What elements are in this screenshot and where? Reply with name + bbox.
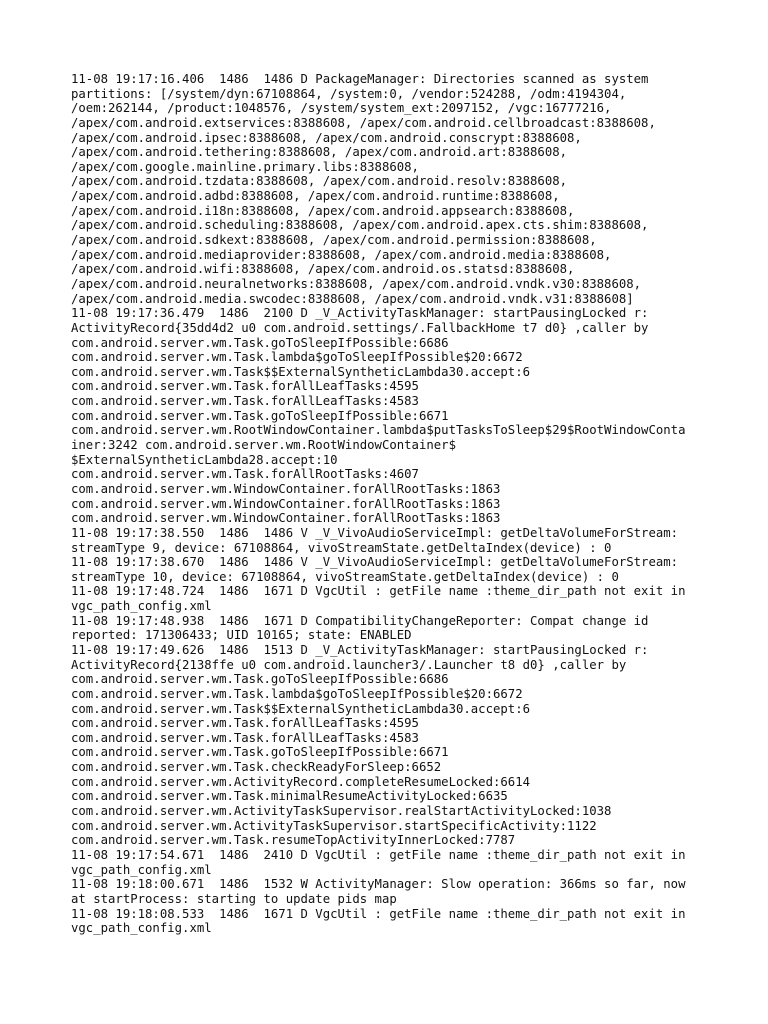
log-line: com.android.server.wm.Task$$ExternalSyntheticLambda30.accept:6	[71, 701, 531, 716]
log-line: vgc_path_config.xml	[71, 921, 212, 936]
log-text-block	[71, 72, 711, 936]
log-line: 11-08 19:17:38.670 1486 1486 V _V_VivoAudioServiceImpl: getDeltaVolumeForStream:	[71, 555, 679, 570]
log-line: /apex/com.android.extservices:8388608, /apex/com.android.cellbroadcast:8388608,	[71, 115, 656, 130]
log-line: com.android.server.wm.Task.lambda$goToSleepIfPossible$20:6672	[71, 686, 523, 701]
log-line: 11-08 19:17:48.724 1486 1671 D VgcUtil : getFile name :theme_dir_path not exit in	[71, 584, 686, 599]
log-line: streamType 10, device: 67108864, vivoStreamState.getDeltaIndex(device) : 0	[71, 569, 619, 584]
log-line: com.android.server.wm.Task.forAllLeafTasks:4583	[71, 394, 419, 409]
log-line: ActivityRecord{35dd4d2 u0 com.android.settings/.FallbackHome t7 d0} ,caller by	[71, 320, 649, 335]
log-line: vgc_path_config.xml	[71, 599, 212, 614]
log-line: com.android.server.wm.Task.forAllRootTasks:4607	[71, 467, 419, 482]
log-line: streamType 9, device: 67108864, vivoStreamState.getDeltaIndex(device) : 0	[71, 540, 612, 555]
log-line: com.android.server.wm.Task.goToSleepIfPossible:6671	[71, 745, 449, 760]
log-line: 11-08 19:17:36.479 1486 2100 D _V_ActivityTaskManager: startPausingLocked r:	[71, 306, 649, 321]
log-line: /apex/com.android.wifi:8388608, /apex/com.android.os.statsd:8388608,	[71, 262, 575, 277]
log-line: /apex/com.android.ipsec:8388608, /apex/com.android.conscrypt:8388608,	[71, 130, 582, 145]
log-line: /oem:262144, /product:1048576, /system/system_ext:2097152, /vgc:16777216,	[71, 101, 612, 116]
log-line: 11-08 19:17:38.550 1486 1486 V _V_VivoAudioServiceImpl: getDeltaVolumeForStream:	[71, 525, 679, 540]
log-line: 11-08 19:17:48.938 1486 1671 D CompatibilityChangeReporter: Compat change id	[71, 613, 649, 628]
log-line: com.android.server.wm.RootWindowContainer.lambda$putTasksToSleep$29$RootWindowConta	[71, 423, 686, 438]
log-line: com.android.server.wm.WindowContainer.forAllRootTasks:1863	[71, 496, 501, 511]
log-line: /apex/com.android.media.swcodec:8388608, /apex/com.android.vndk.v31:8388608]	[71, 291, 634, 306]
log-line: 11-08 19:17:49.626 1486 1513 D _V_ActivityTaskManager: startPausingLocked r:	[71, 642, 649, 657]
log-line: com.android.server.wm.Task.forAllLeafTasks:4595	[71, 379, 419, 394]
log-line: com.android.server.wm.Task.minimalResumeActivityLocked:6635	[71, 789, 508, 804]
log-line: /apex/com.android.i18n:8388608, /apex/com.android.appsearch:8388608,	[71, 203, 575, 218]
log-line: /apex/com.android.tethering:8388608, /apex/com.android.art:8388608,	[71, 145, 568, 160]
log-line: /apex/com.android.mediaprovider:8388608, /apex/com.android.media:8388608,	[71, 247, 612, 262]
log-line: at startProcess: starting to update pids map	[71, 891, 397, 906]
log-line: com.android.server.wm.Task.goToSleepIfPossible:6686	[71, 672, 449, 687]
log-line: /apex/com.android.tzdata:8388608, /apex/com.android.resolv:8388608,	[71, 174, 568, 189]
log-line: /apex/com.android.scheduling:8388608, /apex/com.android.apex.cts.shim:8388608,	[71, 218, 649, 233]
log-line: ActivityRecord{2138ffe u0 com.android.launcher3/.Launcher t8 d0} ,caller by	[71, 657, 627, 672]
log-line: com.android.server.wm.WindowContainer.forAllRootTasks:1863	[71, 481, 501, 496]
log-line: com.android.server.wm.ActivityRecord.completeResumeLocked:6614	[71, 774, 531, 789]
log-line: com.android.server.wm.Task$$ExternalSyntheticLambda30.accept:6	[71, 364, 531, 379]
log-line: vgc_path_config.xml	[71, 862, 212, 877]
log-line: /apex/com.android.adbd:8388608, /apex/com.android.runtime:8388608,	[71, 189, 560, 204]
log-line: com.android.server.wm.ActivityTaskSupervisor.realStartActivityLocked:1038	[71, 804, 612, 819]
log-line: com.android.server.wm.Task.goToSleepIfPossible:6671	[71, 408, 449, 423]
log-line: com.android.server.wm.Task.forAllLeafTasks:4583	[71, 730, 419, 745]
log-line: 11-08 19:17:16.406 1486 1486 D PackageManager: Directories scanned as system	[71, 72, 649, 86]
log-line: com.android.server.wm.Task.checkReadyForSleep:6652	[71, 760, 442, 775]
log-line: iner:3242 com.android.server.wm.RootWindowContainer$	[71, 438, 456, 453]
log-line: /apex/com.android.sdkext:8388608, /apex/com.android.permission:8388608,	[71, 233, 597, 248]
log-line: 11-08 19:18:08.533 1486 1671 D VgcUtil : getFile name :theme_dir_path not exit in	[71, 906, 686, 921]
log-line: 11-08 19:17:54.671 1486 2410 D VgcUtil : getFile name :theme_dir_path not exit in	[71, 847, 686, 862]
log-line: 11-08 19:18:00.671 1486 1532 W ActivityManager: Slow operation: 366ms so far, now	[71, 877, 686, 892]
log-line: /apex/com.android.neuralnetworks:8388608, /apex/com.android.vndk.v30:8388608,	[71, 276, 642, 291]
log-line: $ExternalSyntheticLambda28.accept:10	[71, 452, 338, 467]
log-line: reported: 171306433; UID 10165; state: ENABLED	[71, 628, 412, 643]
log-line: com.android.server.wm.Task.goToSleepIfPossible:6686	[71, 335, 449, 350]
log-line: com.android.server.wm.Task.forAllLeafTasks:4595	[71, 716, 419, 731]
log-line: com.android.server.wm.Task.lambda$goToSleepIfPossible$20:6672	[71, 350, 523, 365]
log-line: com.android.server.wm.WindowContainer.forAllRootTasks:1863	[71, 511, 501, 526]
log-line: partitions: [/system/dyn:67108864, /system:0, /vendor:524288, /odm:4194304,	[71, 86, 627, 101]
log-line: /apex/com.google.mainline.primary.libs:8388608,	[71, 159, 419, 174]
log-line: com.android.server.wm.ActivityTaskSupervisor.startSpecificActivity:1122	[71, 818, 597, 833]
log-line: com.android.server.wm.Task.resumeTopActivityInnerLocked:7787	[71, 833, 516, 848]
